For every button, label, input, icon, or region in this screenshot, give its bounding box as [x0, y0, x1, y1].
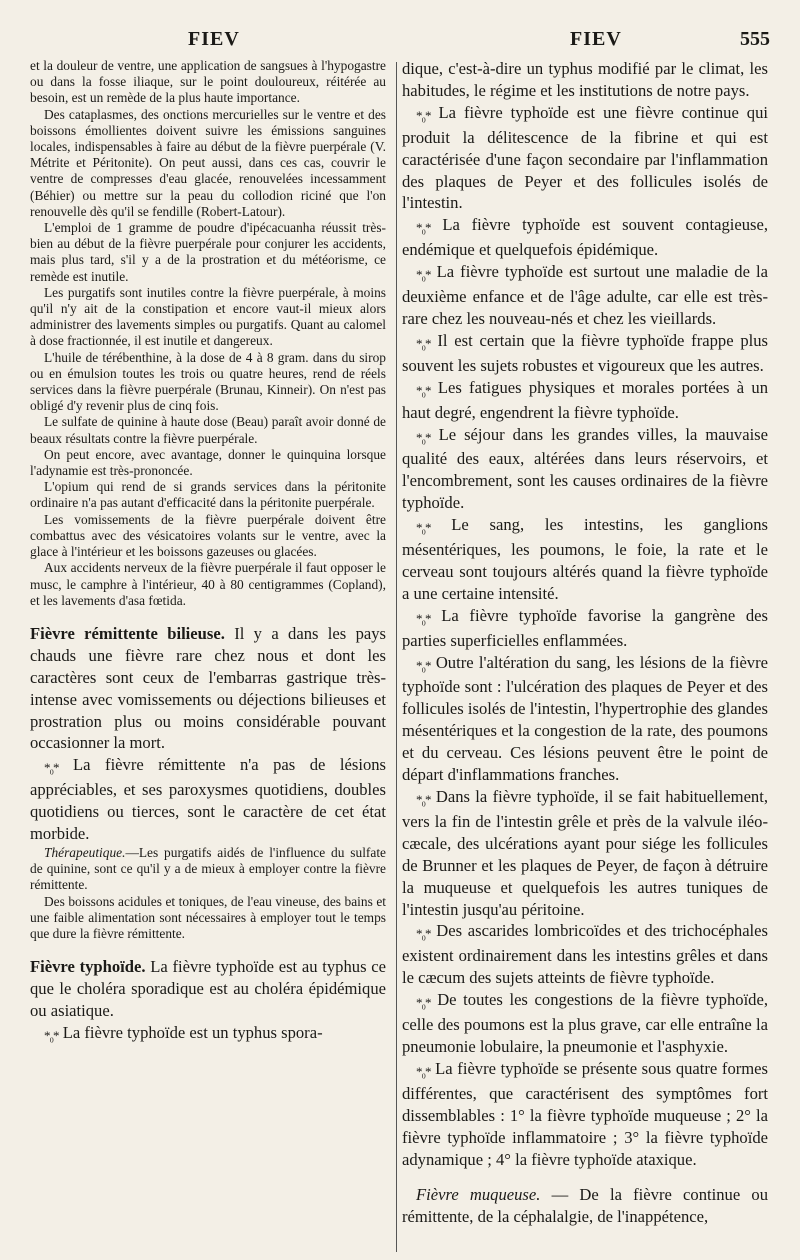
paragraph-text: La fièvre typhoïde est souvent contagieuse, endémique et quelquefois épidémique.	[402, 215, 768, 260]
paragraph-text: L'opium qui rend de si grands services dans la péritonite ordinaire n'a pas autant d'efficacité dans la péritonite puerpérale.	[30, 479, 386, 511]
asterism-mark: *₀*	[416, 792, 431, 807]
paragraph-text: Il y a dans les pays chauds une fièvre rare chez nous et dont les caractères sont ceux de l'embarras gastrique très-intense avec vomissements ou déjections bilieuses et prostration plus ou moins considérable pouvant occasionner la mort.	[30, 623, 386, 753]
paragraph-text: et la douleur de ventre, une application de sangsues à l'hypogastre ou dans la fosse iliaque, sur le point douloureux, réitérée au besoin, est un remède de la plus haute importance.	[30, 58, 386, 106]
paragraph-l2	[30, 107, 386, 220]
asterism-mark: *₀*	[416, 220, 431, 236]
paragraph-l12	[30, 754, 386, 845]
left-column	[30, 58, 386, 1258]
paragraph-r14	[402, 1058, 768, 1171]
right-running-title: FIEV	[570, 28, 622, 50]
paragraph-r15	[402, 1184, 768, 1228]
running-header	[0, 28, 800, 54]
paragraph-text: Dans la fièvre typhoïde, il se fait habituellement, vers la fin de l'intestin grêle et près de la valvule iléo-cæcale, des ulcérations ayant pour siége les follicules de Brunner et les plaques de Peyer, de façon à détruire la muqueuse et quelquefois les autres tuniques de l'intestin jusqu'au péritoine.	[402, 787, 768, 919]
italic-lead: Fièvre muqueuse.	[416, 1185, 541, 1205]
entry-heading: Fièvre typhoïde.	[30, 957, 146, 977]
paragraph-text: Le séjour dans les grandes villes, la mauvaise qualité des eaux, altérées dans leurs réservoirs, et l'encombrement, sont les causes ordinaires de la fièvre typhoïde.	[402, 424, 768, 513]
paragraph-l10	[30, 560, 386, 609]
asterism-mark: *₀*	[416, 107, 431, 123]
asterism-mark: *₀*	[416, 995, 431, 1011]
paragraph-r11	[402, 786, 768, 920]
paragraph-text: La fièvre typhoïde est au typhus ce que le choléra sporadique est au choléra épidémique ou asiatique.	[30, 957, 386, 1020]
asterism-mark: *₀*	[416, 610, 431, 626]
paragraph-text: Les fatigues physiques et morales portées à un haut degré, engendrent la fièvre typhoïde.	[402, 377, 768, 422]
paragraph-text: L'huile de térébenthine, à la dose de 4 à 8 gram. dans du sirop ou en émulsion toutes les trois ou quatre heures, rend de réels services dans la fièvre puerpérale (Brunau, Kinneir). On n'est pas obligé d'y revenir plus de cinq fois.	[30, 349, 386, 414]
paragraph-r1	[402, 58, 768, 102]
paragraph-l9	[30, 512, 386, 561]
paragraph-text: La fièvre typhoïde est une fièvre continue qui produit la délitescence de la fibrine et qui est caractérisée d'une façon secondaire par l'inflammation des plaques de Peyer et des follicules isolés de l'intestin.	[402, 102, 768, 213]
paragraph-text: Outre l'altération du sang, les lésions de la fièvre typhoïde sont : l'ulcération des plaques de Peyer et des follicules isolés de l'intestin, l'hypertrophie des glandes mésentériques et la congestion de la rate, des poumons et du cerveau. Ces lésions peuvent être le point de départ d'inflammations franches.	[402, 652, 768, 785]
paragraph-text: Les purgatifs sont inutiles contre la fièvre puerpérale, à moins qu'il n'y ait de la constipation et encore vaut-il mieux alors administrer des lavements simples ou purgatifs. Quant au calomel à dose fractionnée, il est inutile et dangereux.	[30, 284, 386, 349]
asterism-mark: *₀*	[416, 267, 431, 283]
paragraph-r7	[402, 424, 768, 515]
paragraph-text: La fièvre typhoïde est surtout une maladie de la deuxième enfance et de l'âge adulte, car elle est très-rare chez les nouveau-nés et chez les vieillards.	[402, 262, 768, 328]
paragraph-text: dique, c'est-à-dire un typhus modifié par le climat, les habitudes, le régime et les institutions de notre pays.	[402, 59, 768, 100]
asterism-mark: *₀*	[416, 520, 431, 536]
paragraph-text: La fièvre rémittente n'a pas de lésions appréciables, et ses paroxysmes quotidiens, doubles quotidiens ou tierces, sont le caractère de cet état morbide.	[30, 755, 386, 844]
page-number: 555	[740, 28, 770, 50]
paragraph-text: Des boissons acidules et toniques, de l'eau vineuse, des bains et une faible alimentation sont nécessaires à employer tout le temps que dure la fièvre rémittente.	[30, 893, 386, 941]
paragraph-text: Le sang, les intestins, les ganglions mésentériques, les poumons, le foie, la rate et le cerveau sont toujours altérés quand la fièvre typhoïde a une certaine intensité.	[402, 515, 768, 603]
asterism-mark: *₀*	[416, 335, 431, 351]
asterism-mark: *₀*	[44, 1027, 59, 1043]
right-column	[402, 58, 768, 1258]
asterism-mark: *₀*	[416, 429, 431, 445]
paragraph-text: De toutes les congestions de la fièvre typhoïde, celle des poumons est la plus grave, car elle entraîne la pneumonie lobulaire, la pneumonie et l'asphyxie.	[402, 990, 768, 1056]
asterism-mark: *₀*	[416, 1063, 431, 1079]
paragraph-text: La fièvre typhoïde est un typhus spora-	[58, 1022, 323, 1042]
paragraph-l11	[30, 623, 386, 754]
paragraph-l7	[30, 447, 386, 479]
paragraph-r2	[402, 102, 768, 215]
paragraph-l15	[30, 956, 386, 1022]
paragraph-r13	[402, 989, 768, 1058]
paragraph-l13	[30, 845, 386, 894]
paragraph-text: On peut encore, avec avantage, donner le quinquina lorsque l'adynamie est très-prononcée.	[30, 446, 386, 479]
paragraph-l6	[30, 414, 386, 446]
paragraph-l4	[30, 285, 386, 350]
paragraph-text: Il est certain que la fièvre typhoïde frappe plus souvent les sujets robustes et vigoureux que les autres.	[402, 330, 768, 375]
paragraph-r9	[402, 605, 768, 652]
italic-lead: Thérapeutique.	[44, 844, 126, 860]
paragraph-l1	[30, 58, 386, 107]
paragraph-l14	[30, 894, 386, 943]
asterism-mark: *₀*	[44, 760, 59, 776]
paragraph-r5	[402, 330, 768, 377]
paragraph-text: — De la fièvre continue ou rémittente, de la céphalalgie, de l'inappétence,	[402, 1185, 768, 1227]
paragraph-l3	[30, 220, 386, 285]
paragraph-r8	[402, 514, 768, 605]
paragraph-text: Le sulfate de quinine à haute dose (Beau) paraît avoir donné de beaux résultats contre la fièvre puerpérale.	[30, 414, 386, 446]
paragraph-text: Des ascarides lombricoïdes et des trichocéphales existent ordinairement dans les intestins grêles et dans le cæcum des sujets atteints de fièvre typhoïde.	[402, 921, 768, 988]
asterism-mark: *₀*	[416, 657, 431, 673]
paragraph-text: L'emploi de 1 gramme de poudre d'ipécacuanha réussit très-bien au début de la fièvre puerpérale pour conjurer les accidents, mais plus tard, s'il y a de la prostration et du météorisme, ce remède est inutile.	[30, 220, 386, 284]
paragraph-text: Aux accidents nerveux de la fièvre puerpérale il faut opposer le musc, le camphre à l'intérieur, 40 à 80 centigrammes (Copland), et les lavements d'asa fœtida.	[30, 560, 386, 608]
paragraph-r6	[402, 377, 768, 424]
left-running-title: FIEV	[188, 28, 240, 50]
column-divider	[396, 62, 397, 1252]
paragraph-text: La fièvre typhoïde favorise la gangrène des parties superficielles enflammées.	[402, 605, 768, 650]
paragraph-text: —Les purgatifs aidés de l'influence du sulfate de quinine, sont ce qu'il y a de mieux à employer contre la fièvre rémittente.	[30, 844, 386, 893]
paragraph-r3	[402, 214, 768, 261]
paragraph-r10	[402, 652, 768, 786]
paragraph-l16	[30, 1022, 386, 1047]
asterism-mark: *₀*	[416, 926, 431, 942]
entry-heading: Fièvre rémittente bilieuse.	[30, 623, 225, 643]
paragraph-r4	[402, 261, 768, 330]
paragraph-l5	[30, 350, 386, 415]
paragraph-text: Les vomissements de la fièvre puerpérale doivent être combattus avec des vésicatoires volants sur le ventre, avec la glace à l'intérieur et les boissons gazeuses ou glacées.	[30, 511, 386, 560]
asterism-mark: *₀*	[416, 382, 431, 398]
paragraph-r12	[402, 920, 768, 989]
paragraph-l8	[30, 479, 386, 511]
paragraph-text: La fièvre typhoïde se présente sous quatre formes différentes, que caractérisent des symptômes fort dissemblables : 1° la fièvre typhoïde muqueuse ; 2° la fièvre typhoïde inflammatoire ; 3° la fièvre typhoïde adynamique ; 4° la fièvre typhoïde ataxique.	[402, 1058, 768, 1169]
paragraph-text: Des cataplasmes, des onctions mercurielles sur le ventre et des boissons émollientes doivent suivre les émissions sanguines locales, indispensables à faire au début de la fièvre puerpérale (V. Métrite et Péritonite). On peut aussi, dans ces cas, couvrir le ventre de compresses d'eau glacée, renouvelées incessamment (Béhier) ou mettre sur la peau du collodion riciné que l'on renouvelle dès qu'il se fendille (Robert-Latour).	[30, 106, 386, 219]
